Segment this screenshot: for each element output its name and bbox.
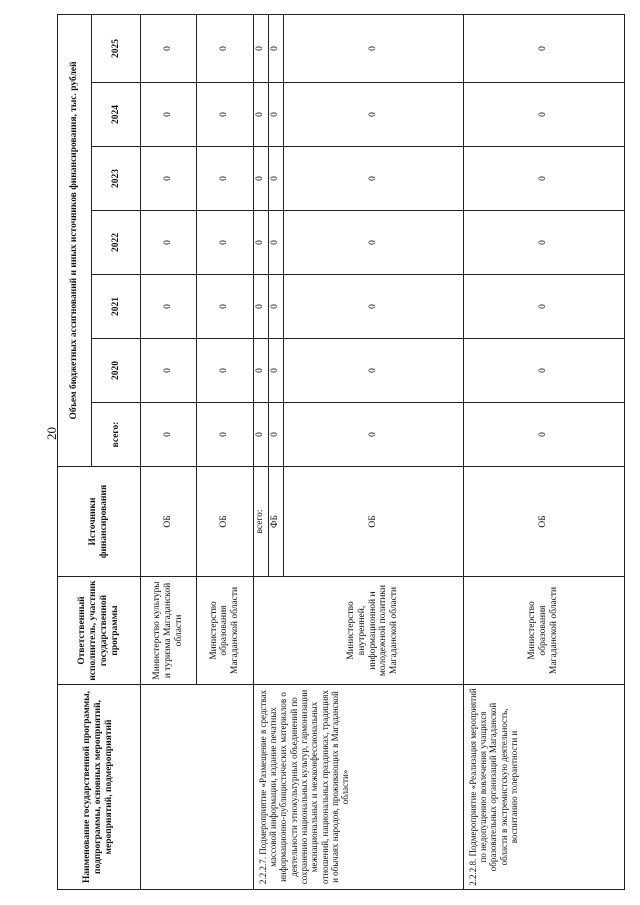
row-value: 0 — [283, 147, 463, 211]
row-executor: Министерство образования Магаданской области — [197, 577, 253, 685]
row-executor: Министерство образования Магаданской области — [463, 577, 624, 685]
row-value: 0 — [463, 83, 624, 147]
header-year-2025: 2025 — [92, 14, 140, 82]
row-value: 0 — [140, 403, 196, 467]
row-value: 0 — [197, 147, 253, 211]
header-year-2023: 2023 — [92, 147, 140, 211]
row-executor: Министерство внутренней, информационной и молодежной политики Магаданской области — [283, 577, 463, 685]
header-volume: Объем бюджетных ассигнований и иных источников финансирования, тыс. рублей — [58, 14, 92, 466]
row-value: 0 — [283, 403, 463, 467]
row-source: ОБ — [197, 467, 253, 577]
financing-table — [57, 14, 625, 890]
row-value: 0 — [140, 83, 196, 147]
header-year-2022: 2022 — [92, 211, 140, 275]
row-value: 0 — [463, 211, 624, 275]
row-value: 0 — [283, 83, 463, 147]
row-name: 2.2.2.7. Подмероприятие «Размещение в средствах массовой информации, издание печатных информационно-публицистических материалов о деятельности этнокультурных объединений по сохранению национальных культур, гармонизации межнациональных и межконфессиональных отношений, национальных праздниках, традициях и обычаях народов, проживающих в Магаданской области» — [253, 685, 463, 890]
header-row-1 — [58, 14, 92, 889]
header-executor: Ответственный исполнитель, участник государственной программы — [58, 577, 141, 685]
row-value: 0 — [253, 403, 268, 467]
row-value: 0 — [253, 14, 268, 82]
row-value: 0 — [197, 403, 253, 467]
row-value: 0 — [253, 275, 268, 339]
row-value: 0 — [268, 339, 283, 403]
row-value: 0 — [283, 339, 463, 403]
row-value: 0 — [140, 14, 196, 82]
row-source: ОБ — [140, 467, 196, 577]
row-value: 0 — [283, 14, 463, 82]
row-value: 0 — [463, 14, 624, 82]
row-value: 0 — [197, 14, 253, 82]
row-value: 0 — [253, 339, 268, 403]
row-value: 0 — [140, 275, 196, 339]
row-value: 0 — [140, 147, 196, 211]
row-value: 0 — [197, 211, 253, 275]
row-value: 0 — [463, 275, 624, 339]
row-value: 0 — [268, 147, 283, 211]
row-value: 0 — [268, 14, 283, 82]
page-number: 20 — [44, 427, 59, 440]
row-name: 2.2.2.8. Подмероприятие «Реализация мероприятий по недопущению вовлечения учащихся образовательных организаций Магаданской области в экстремистскую деятельность, воспитанию толерантности и — [463, 685, 624, 890]
row-value: 0 — [197, 339, 253, 403]
header-year-2021: 2021 — [92, 275, 140, 339]
row-value: 0 — [253, 147, 268, 211]
row-executor: Министерство культуры и туризма Магаданской области — [140, 577, 196, 685]
header-name: Наименование государственной программы, подпрограммы, основных мероприятий, мероприятий, подмероприятий — [58, 685, 141, 890]
rotated-table-wrapper — [57, 15, 625, 890]
table-row — [253, 14, 268, 889]
row-value: 0 — [268, 275, 283, 339]
row-value: 0 — [283, 211, 463, 275]
row-value: 0 — [140, 211, 196, 275]
row-value: 0 — [197, 275, 253, 339]
row-value: 0 — [463, 147, 624, 211]
row-value: 0 — [463, 339, 624, 403]
row-value: 0 — [253, 83, 268, 147]
header-year-2020: 2020 — [92, 339, 140, 403]
table-row — [140, 14, 196, 889]
row-source: всего: — [253, 467, 268, 577]
row-source: ОБ — [283, 467, 463, 577]
row-source: ОБ — [463, 467, 624, 577]
table-row — [463, 14, 624, 889]
row-value: 0 — [268, 211, 283, 275]
row-value: 0 — [253, 211, 268, 275]
row-value: 0 — [268, 403, 283, 467]
row-value: 0 — [268, 83, 283, 147]
header-year-total: всего: — [92, 403, 140, 467]
header-source: Источники финансирования — [58, 467, 141, 577]
row-value: 0 — [283, 275, 463, 339]
row-value: 0 — [197, 83, 253, 147]
row-name — [140, 685, 253, 890]
header-year-2024: 2024 — [92, 83, 140, 147]
row-executor-top — [253, 577, 268, 685]
row-value: 0 — [140, 339, 196, 403]
row-source: ФБ — [268, 467, 283, 577]
row-executor-mid — [268, 577, 283, 685]
row-value: 0 — [463, 403, 624, 467]
